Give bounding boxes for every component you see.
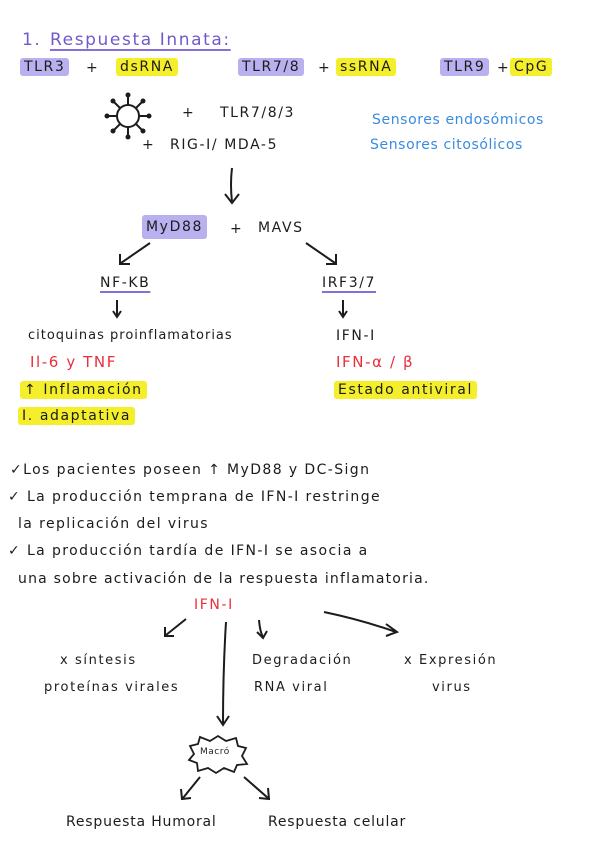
ifn1-label: IFN-I <box>336 328 376 344</box>
mavs-label: MAVS <box>258 220 304 236</box>
dsrna-label <box>116 60 178 74</box>
antiviral-highlight: Estado antiviral <box>334 381 477 399</box>
effect-label: virus <box>432 680 472 695</box>
il6-tnf-label: Il-6 y TNF <box>30 353 117 371</box>
myd88-label <box>142 220 207 234</box>
cpg-highlight: CpG <box>510 58 552 76</box>
effect-label: RNA viral <box>254 680 329 695</box>
effect-label: x Expresión <box>404 653 498 668</box>
virus-icon <box>100 88 156 144</box>
tlr3-label <box>20 60 69 74</box>
note-line: ✓ La producción temprana de IFN-I restringe <box>8 489 382 505</box>
effect-label: x síntesis <box>60 653 137 668</box>
section-number: 1. <box>22 30 42 50</box>
tlr78-label <box>238 60 304 74</box>
dsrna-highlight: dsRNA <box>116 58 178 76</box>
plus-sign: + <box>318 60 330 76</box>
plus-sign: + <box>182 105 194 121</box>
cellular-response-label: Respuesta celular <box>268 814 407 830</box>
cpg-label <box>510 60 552 74</box>
adaptive-label <box>18 409 135 423</box>
section-title: Respuesta Innata: <box>50 30 231 50</box>
cytosolic-sensors-label: Sensores citosólicos <box>370 137 523 153</box>
antiviral-label <box>334 383 477 397</box>
note-line: la replicación del virus <box>18 516 209 532</box>
ifn-ab-label: IFN-α / β <box>336 353 415 371</box>
macrophage-label: Macró <box>200 747 230 757</box>
ssrna-label <box>336 60 396 74</box>
humoral-response-label: Respuesta Humoral <box>66 814 217 830</box>
endosomal-sensors-label: Sensores endosómicos <box>372 112 544 128</box>
adaptive-highlight: I. adaptativa <box>18 407 135 425</box>
inflammation-label <box>20 383 147 397</box>
arrow-down-small-icon <box>254 618 270 642</box>
arrow-right-icon <box>322 608 402 638</box>
plus-sign: + <box>230 221 242 237</box>
arrow-right-down-icon <box>302 240 342 268</box>
plus-sign: + <box>497 60 509 76</box>
ssrna-highlight: ssRNA <box>336 58 396 76</box>
tlr78-highlight: TLR7/8 <box>238 58 304 76</box>
arrow-right-down-icon <box>240 774 274 804</box>
arrow-left-down-icon <box>176 774 206 804</box>
note-line: una sobre activación de la respuesta inflamatoria. <box>18 571 430 587</box>
inflammation-highlight: ↑ Inflamación <box>20 381 147 399</box>
ifn-title: IFN-I <box>194 597 234 613</box>
irf37-label: IRF3/7 <box>322 275 377 291</box>
effect-label: proteínas virales <box>44 680 180 695</box>
arrow-long-down-icon <box>214 620 234 730</box>
plus-sign: + <box>142 137 154 153</box>
cytokines-label: citoquinas proinflamatorias <box>28 328 233 343</box>
effect-label: Degradación <box>252 653 353 668</box>
note-line: ✓ La producción tardía de IFN-I se asocia a <box>8 543 369 559</box>
tlr3-highlight: TLR3 <box>20 58 69 76</box>
arrow-left-down-icon <box>160 616 190 640</box>
arrow-down-icon <box>222 166 242 206</box>
tlr783-label: TLR7/8/3 <box>220 105 296 121</box>
note-line: ✓Los pacientes poseen ↑ MyD88 y DC-Sign <box>10 462 371 478</box>
tlr9-highlight: TLR9 <box>440 58 489 76</box>
arrow-down-small-icon <box>110 298 124 320</box>
myd88-highlight: MyD88 <box>142 215 207 239</box>
plus-sign: + <box>86 60 98 76</box>
arrow-left-down-icon <box>114 240 154 268</box>
arrow-down-small-icon <box>336 298 350 320</box>
nfkb-label: NF-KB <box>100 275 151 291</box>
rig-mda-label: RIG-I/ MDA-5 <box>170 137 279 153</box>
tlr9-label <box>440 60 489 74</box>
